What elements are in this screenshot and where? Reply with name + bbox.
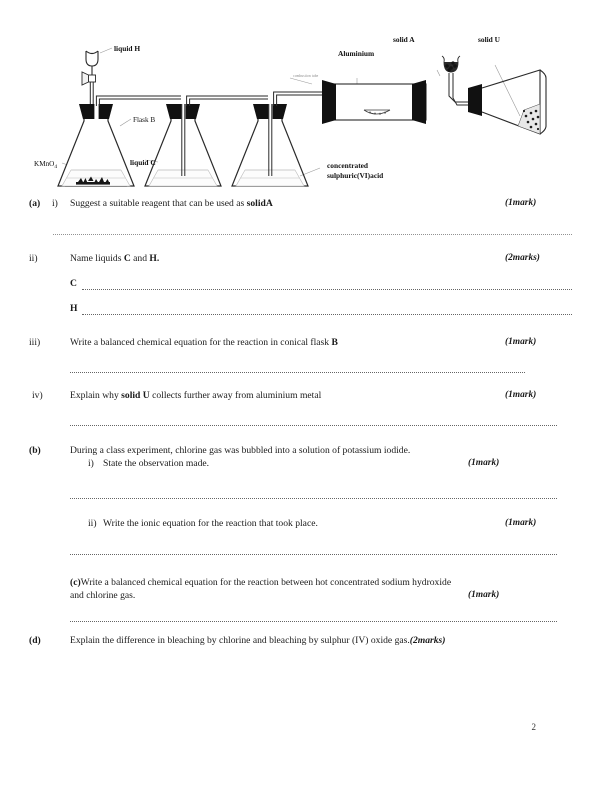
- label-kmno4: KMnO$_4$: [34, 160, 58, 170]
- solid-u-deposit: [518, 104, 540, 134]
- question-label-d: (d): [29, 635, 41, 646]
- combustion-tube: [326, 84, 426, 120]
- question-c-line2: and chlorine gas.: [70, 589, 136, 601]
- question-b-stem: During a class experiment, chlorine gas was bubbled into a solution of potassium iodide.: [70, 445, 411, 456]
- solid-a-tube: [449, 73, 470, 105]
- label-combustion-tube: combustion tube: [293, 74, 319, 78]
- marks-b-i: (1mark): [468, 458, 500, 468]
- question-a-iv-numeral: iv): [32, 390, 43, 401]
- marks-c: (1mark): [468, 590, 500, 600]
- answer-label-c: C: [70, 278, 77, 289]
- question-a-ii-mid: and: [130, 253, 150, 264]
- question-b-i-text: State the observation made.: [103, 458, 210, 469]
- question-a-i-body: Suggest a suitable reagent that can be used as: [70, 198, 247, 209]
- dropping-funnel-icon: [86, 51, 98, 76]
- question-label-a: (a): [29, 198, 41, 209]
- marks-a-iv: (1mark): [505, 390, 537, 400]
- question-b-ii-numeral: ii): [88, 518, 97, 529]
- question-b-i-numeral: i): [88, 458, 94, 469]
- question-d-body: Explain the difference in bleaching by chlorine and bleaching by sulphur (IV) oxide gas.: [70, 635, 410, 646]
- question-c-line1: Write a balanced chemical equation for the reaction between hot concentrated sodium hydroxide: [80, 577, 452, 588]
- label-aluminium: Aluminium: [338, 49, 375, 58]
- answer-line-c-eq[interactable]: [70, 620, 557, 622]
- label-liquid-h: liquid H: [114, 44, 141, 53]
- question-a-ii-h: H.: [149, 253, 160, 264]
- marks-d: (2marks): [409, 635, 446, 646]
- marks-a-ii: (2marks): [505, 253, 540, 263]
- question-a-ii-c: C: [123, 253, 131, 264]
- marks-a-i: (1mark): [505, 198, 537, 208]
- answer-line-h[interactable]: [82, 313, 572, 315]
- label-solid-a: solid A: [393, 35, 415, 44]
- label-solid-u: solid U: [478, 35, 500, 44]
- answer-line-b-ii[interactable]: [70, 553, 557, 555]
- question-a-ii-text: [70, 253, 470, 266]
- question-a-iii-bold: B: [331, 337, 338, 348]
- question-a-iii-numeral: iii): [29, 337, 41, 348]
- answer-label-h: H: [70, 303, 78, 314]
- question-a-i-text: [70, 198, 470, 211]
- label-flask-b: Flask B: [133, 116, 156, 124]
- answer-line-a-iii[interactable]: [70, 371, 525, 373]
- flask-2-liquid: [149, 170, 217, 186]
- flask-3-liquid: [236, 170, 304, 186]
- collection-bung: [468, 84, 482, 116]
- combustion-tube-right-bung: [412, 80, 426, 124]
- question-label-b: (b): [29, 445, 41, 456]
- label-liquid-c: liquid C: [130, 158, 156, 167]
- question-a-iii-text: [70, 337, 490, 350]
- question-a-iv-post: collects further away from aluminium metal: [149, 390, 322, 401]
- answer-line-b-i[interactable]: [70, 497, 557, 499]
- combustion-tube-left-bung: [322, 80, 336, 124]
- question-b-ii-text: Write the ionic equation for the reaction that took place.: [103, 518, 318, 529]
- apparatus-diagram-svg: [0, 18, 612, 188]
- answer-line-a-i[interactable]: [53, 233, 572, 235]
- question-a-ii-pre: Name liquids: [70, 253, 124, 264]
- question-a-i-numeral: i): [52, 198, 58, 209]
- marks-b-ii: (1mark): [505, 518, 537, 528]
- question-a-iv-text: [70, 390, 490, 403]
- label-conc-acid-line2: sulphuric(VI)acid: [327, 171, 384, 180]
- question-a-ii-numeral: ii): [29, 253, 38, 264]
- apparatus-diagram: [0, 18, 612, 188]
- question-a-iv-pre: Explain why: [70, 390, 122, 401]
- answer-line-a-iv[interactable]: [70, 424, 557, 426]
- question-a-i-bold: solidA: [246, 198, 273, 209]
- marks-a-iii: (1mark): [505, 337, 537, 347]
- page-number: 2: [531, 722, 536, 732]
- question-label-c: (c): [70, 577, 81, 588]
- question-d-text: [70, 635, 575, 648]
- label-conc-acid-line1: concentrated: [327, 161, 369, 170]
- question-a-iv-bold: solid U: [121, 390, 150, 401]
- answer-line-c[interactable]: [82, 288, 572, 290]
- question-a-iii-body: Write a balanced chemical equation for the reaction in conical flask: [70, 337, 332, 348]
